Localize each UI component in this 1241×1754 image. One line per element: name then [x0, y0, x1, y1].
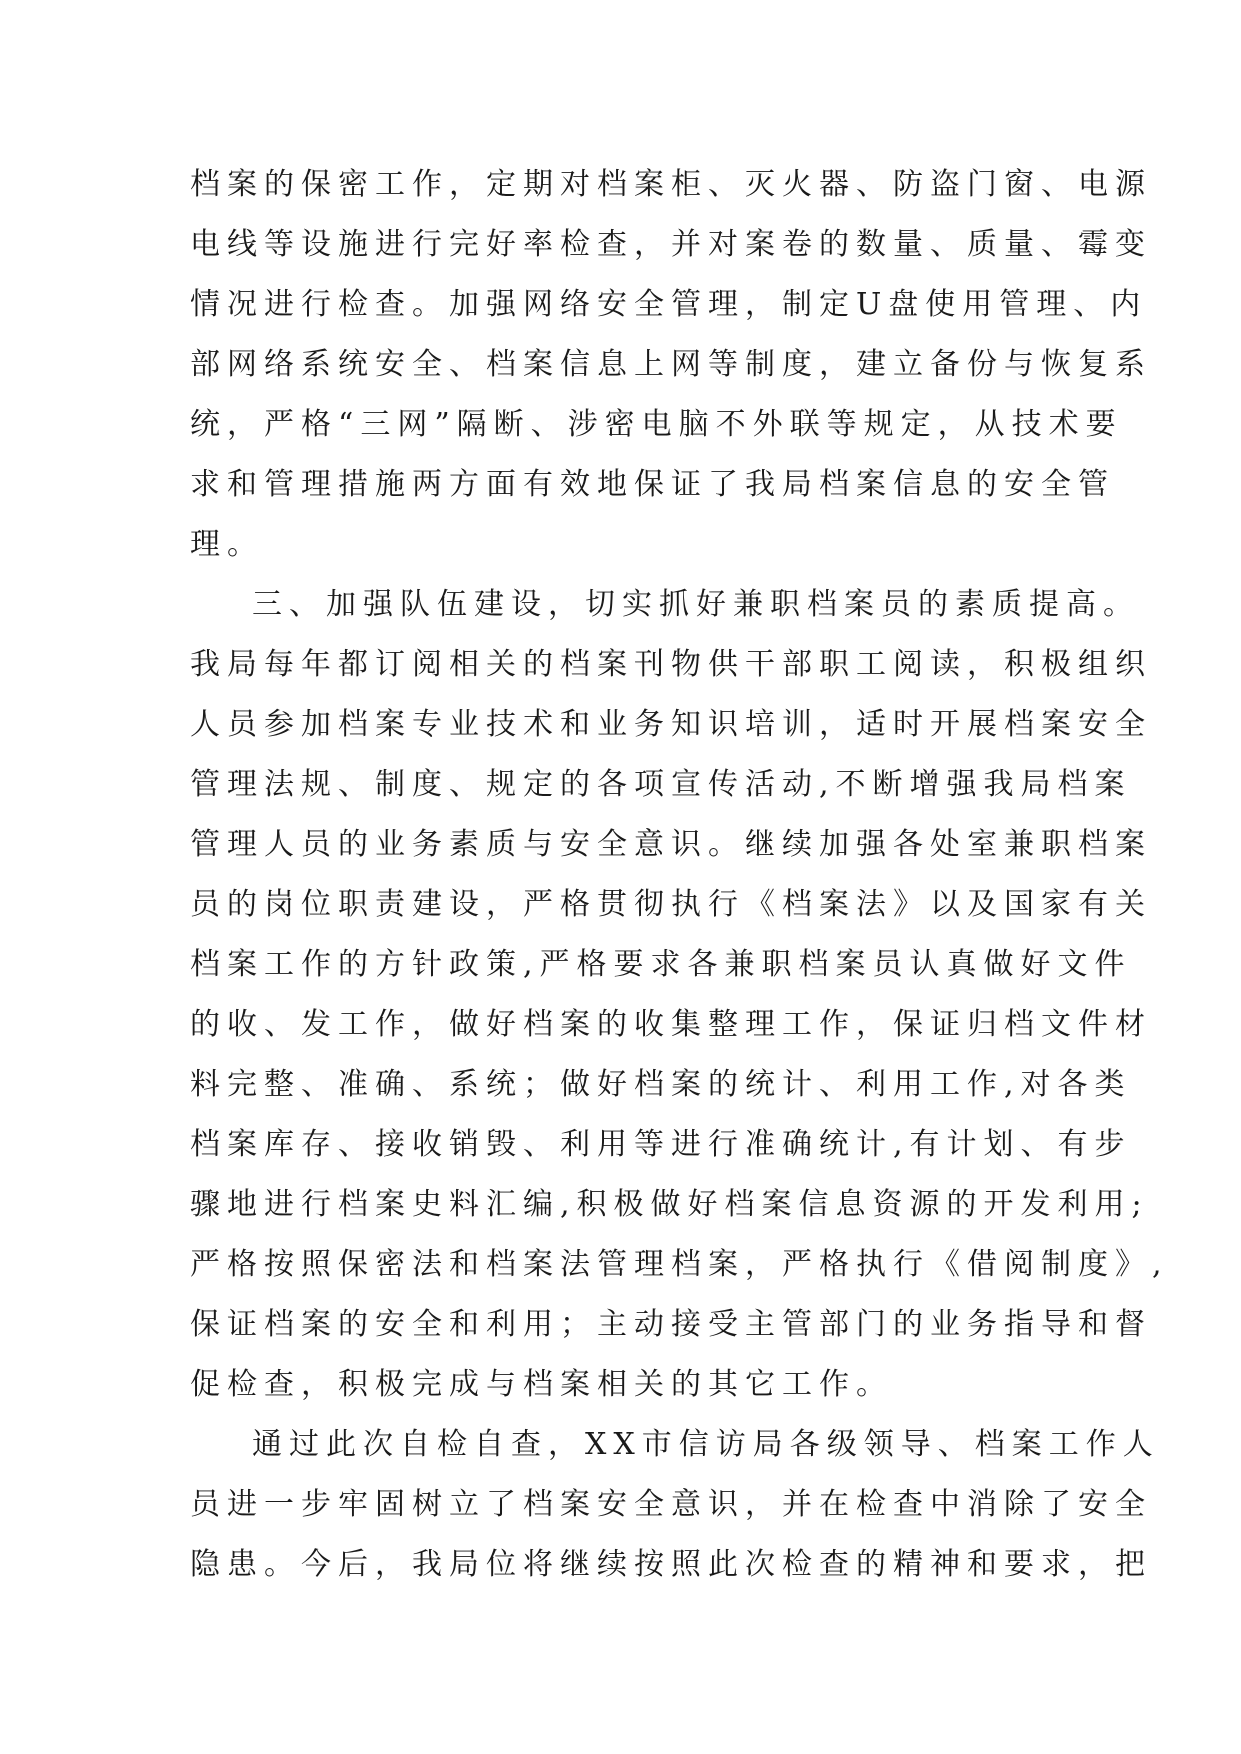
text-line: 促检查，积极完成与档案相关的其它工作。: [190, 1367, 893, 1402]
text-line: 员的岗位职责建设，严格贯彻执行《档案法》以及国家有关: [190, 887, 1152, 922]
text-line: 求和管理措施两方面有效地保证了我局档案信息的安全管: [190, 467, 1115, 502]
text-line: 严格按照保密法和档案法管理档案，严格执行《借阅制度》,: [190, 1247, 1169, 1282]
text-line: 的收、发工作，做好档案的收集整理工作，保证归档文件材: [190, 1007, 1152, 1042]
text-line: 人员参加档案专业技术和业务知识培训，适时开展档案安全: [190, 707, 1152, 742]
text-line: 理。: [190, 527, 264, 562]
text-line: 电线等设施进行完好率检查，并对案卷的数量、质量、霉变: [190, 227, 1152, 262]
text-line: 统，严格“三网”隔断、涉密电脑不外联等规定，从技术要: [190, 407, 1123, 442]
paragraph-first-line: 通过此次自检自查，XX市信访局各级领导、档案工作人: [252, 1427, 1160, 1462]
text-line: 保证档案的安全和利用；主动接受主管部门的业务指导和督: [190, 1307, 1152, 1342]
text-line: 我局每年都订阅相关的档案刊物供干部职工阅读，积极组织: [190, 647, 1152, 682]
text-line: 情况进行检查。加强网络安全管理，制定U盘使用管理、内: [190, 287, 1148, 322]
section-heading-line: 三、加强队伍建设，切实抓好兼职档案员的素质提高。: [252, 587, 1140, 622]
text-line: 骤地进行档案史料汇编,积极做好档案信息资源的开发利用;: [190, 1187, 1149, 1222]
text-line: 隐患。今后，我局位将继续按照此次检查的精神和要求，把: [190, 1547, 1152, 1582]
text-line: 管理法规、制度、规定的各项宣传活动,不断增强我局档案: [190, 767, 1132, 802]
text-line: 员进一步牢固树立了档案安全意识，并在检查中消除了安全: [190, 1487, 1152, 1522]
text-line: 料完整、准确、系统；做好档案的统计、利用工作,对各类: [190, 1067, 1132, 1102]
text-line: 部网络系统安全、档案信息上网等制度，建立备份与恢复系: [190, 347, 1152, 382]
text-line: 管理人员的业务素质与安全意识。继续加强各处室兼职档案: [190, 827, 1152, 862]
text-line: 档案的保密工作，定期对档案柜、灭火器、防盗门窗、电源: [190, 167, 1152, 202]
document-body: [190, 155, 1169, 1595]
text-line: 档案库存、接收销毁、利用等进行准确统计,有计划、有步: [190, 1127, 1132, 1162]
text-line: 档案工作的方针政策,严格要求各兼职档案员认真做好文件: [190, 947, 1132, 982]
